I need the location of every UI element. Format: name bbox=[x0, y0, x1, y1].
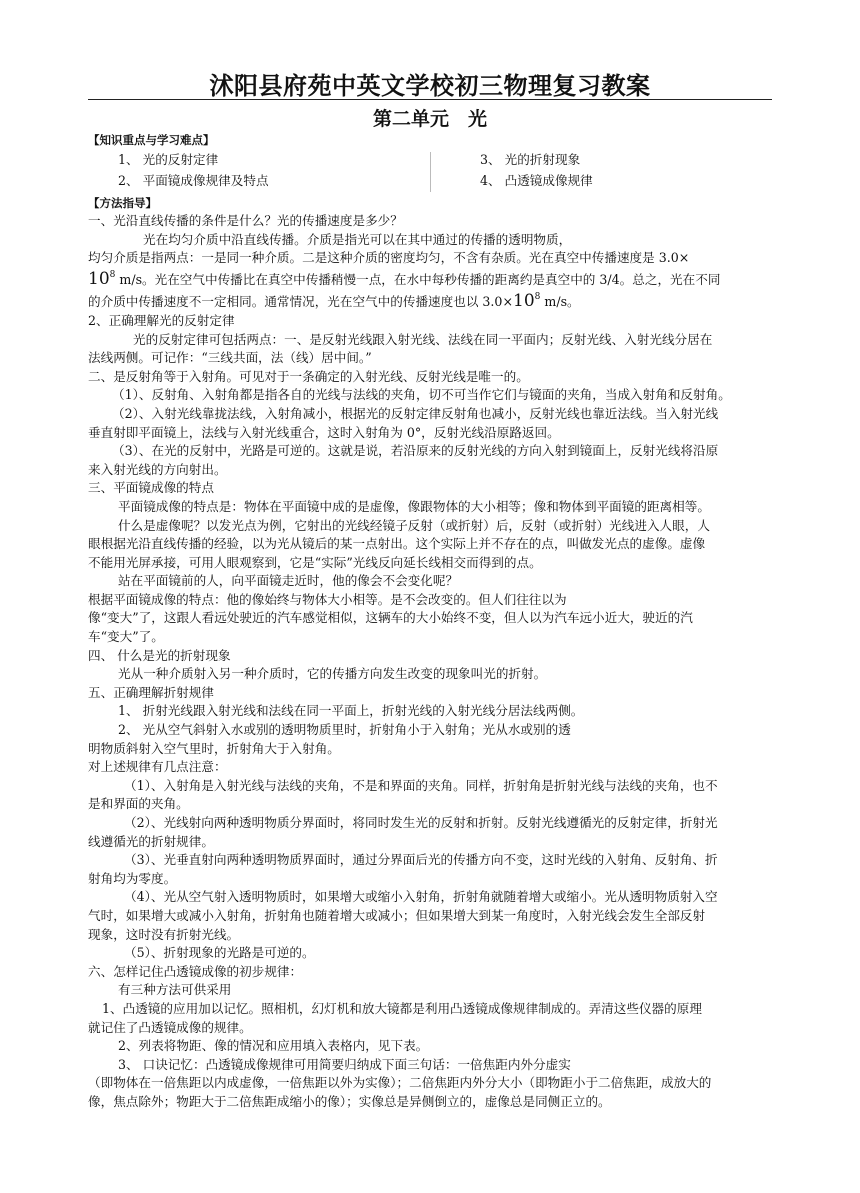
page-title: 沭阳县府苑中英文学校初三物理复习教案 bbox=[209, 72, 651, 100]
column-divider bbox=[430, 152, 431, 192]
key-point-item: 2、 平面镜成像规律及特点 bbox=[118, 172, 269, 188]
paragraph-line: 光在均匀介质中沿直线传播。介质是指光可以在其中通过的传播的透明物质， bbox=[143, 231, 572, 247]
section-question: 一、光沿直线传播的条件是什么？光的传播速度是多少？ bbox=[88, 213, 403, 229]
paragraph-line: 法线两侧。可记作：“三线共面，法（线）居中间。” bbox=[88, 350, 372, 366]
paragraph-line: （2）、光线射向两种透明物质分界面时，将同时发生光的反射和折射。反射光线遵循光的反射定律，折射光 bbox=[124, 815, 718, 830]
paragraph-line: 1、 折射光线跟入射光线和法线在同一平面上，折射光线的入射光线分居法线两侧。 bbox=[118, 703, 584, 719]
paragraph-line: 对上述规律有几点注意： bbox=[88, 759, 227, 775]
paragraph-line: 光的反射定律可包括两点：一、是反射光线跟入射光线、法线在同一平面内；反射光线、入射光线分居在 bbox=[133, 331, 713, 347]
power-exponent: 8 bbox=[534, 291, 541, 302]
paragraph-line: 就记住了凸透镜成像的规律。 bbox=[88, 1019, 252, 1035]
paragraph-text: m/s。 bbox=[540, 293, 580, 309]
paragraph-line: 站在平面镜前的人，向平面镜走近时，他的像会不会变化呢？ bbox=[118, 573, 459, 589]
paragraph-line: 有三种方法可供采用 bbox=[118, 982, 232, 998]
paragraph-line: （2）、入射光线靠拢法线，入射角减小，根据光的反射定律反射角也减小，反射光线也靠近法线。当入射光线 bbox=[112, 405, 719, 421]
paragraph-line: 眼根据光沿直线传播的经验，以为光从镜后的某一点射出。这个实际上并不存在的点，叫做发光点的虚像。虚像 bbox=[88, 536, 706, 552]
paragraph-line: （5）、折射现象的光路是可逆的。 bbox=[124, 945, 315, 961]
paragraph-line: 什么是虚像呢？以发光点为例，它射出的光线经镜子反射（或折射）后，反射（或折射）光线进入人眼，人 bbox=[118, 517, 710, 533]
paragraph-line: 像“变大”了，这跟人看远处驶近的汽车感觉相似，这辆车的大小始终不变，但人以为汽车远小近大，驶近的汽 bbox=[88, 610, 693, 626]
unit-title: 第二单元 光 bbox=[372, 108, 487, 130]
section-question: 三、平面镜成像的特点 bbox=[88, 480, 214, 496]
key-point-item: 4、 凸透镜成像规律 bbox=[480, 172, 593, 188]
paragraph-line: （4）、光从空气射入透明物质时，如果增大或缩小入射角，折射角就随着增大或缩小。光从透明物质射入空 bbox=[124, 889, 718, 905]
paragraph-line: 光从一种介质射入另一种介质时，它的传播方向发生改变的现象叫光的折射。 bbox=[118, 666, 547, 682]
paragraph-line bbox=[88, 290, 774, 312]
paragraph-line: 射角均为零度。 bbox=[88, 870, 177, 886]
power-base: 10 bbox=[88, 268, 110, 289]
paragraph-line: 1、凸透镜的应用加以记忆。照相机，幻灯机和放大镜都是利用凸透镜成像规律制成的。弄清这些仪器的原理 bbox=[102, 1000, 702, 1016]
key-points-grid bbox=[88, 150, 774, 194]
section-question: 五、正确理解折射规律 bbox=[88, 684, 214, 700]
paragraph-line: 明物质斜射入空气里时，折射角大于入射角。 bbox=[88, 740, 340, 756]
paragraph-line: （3）、光垂直射向两种透明物质界面时，通过分界面后光的传播方向不变，这时光线的入射角、反射角、折 bbox=[124, 852, 718, 868]
paragraph-text: 的介质中传播速度不一定相同。通常情况，光在空气中的传播速度也以 3.0× bbox=[88, 293, 513, 309]
key-point-item: 1、 光的反射定律 bbox=[118, 151, 219, 167]
section-question: 2、正确理解光的反射定律 bbox=[88, 312, 235, 328]
paragraph-line: （即物体在一倍焦距以内成虚像，一倍焦距以外为实像）；二倍焦距内外分大小（即物距小于二倍焦距，成放大的 bbox=[88, 1075, 712, 1091]
paragraph-line: 平面镜成像的特点是：物体在平面镜中成的是虚像，像跟物体的大小相等；像和物体到平面镜的距离相等。 bbox=[118, 498, 710, 514]
title-underline bbox=[88, 99, 772, 100]
paragraph-line: 气时，如果增大或减小入射角，折射角也随着增大或减小；但如果增大到某一角度时，入射光线会发生全部反射 bbox=[88, 907, 706, 923]
paragraph-line: 3、 口诀记忆：凸透镜成像规律可用简要归纳成下面三句话：一倍焦距内外分虚实 bbox=[118, 1056, 571, 1072]
paragraph-line: （1）、反射角、入射角都是指各自的光线与法线的夹角，切不可当作它们与镜面的夹角，当成入射角和反射角。 bbox=[112, 387, 731, 403]
paragraph-line: 不能用光屏承接，可用人眼观察到，它是“实际”光线反向延长线相交而得到的点。 bbox=[88, 554, 542, 570]
paragraph-line: 车“变大”了。 bbox=[88, 629, 164, 645]
paragraph-line bbox=[88, 268, 774, 290]
section-question: 四、 什么是光的折射现象 bbox=[88, 647, 231, 663]
key-points-heading: 【知识重点与学习难点】 bbox=[88, 133, 215, 147]
paragraph-line: 是和界面的夹角。 bbox=[88, 796, 189, 812]
power-base: 10 bbox=[513, 290, 535, 311]
paragraph-line: 二、是反射角等于入射角。可见对于一条确定的入射光线、反射光线是唯一的。 bbox=[88, 368, 529, 384]
paragraph-line: （1）、入射角是入射光线与法线的夹角，不是和界面的夹角。同样，折射角是折射光线与法线的夹角，也不 bbox=[124, 777, 718, 793]
paragraph-line: 2、 光从空气斜射入水或别的透明物质里时，折射角小于入射角；光从水或别的透 bbox=[118, 722, 571, 738]
power-exponent: 8 bbox=[109, 269, 116, 280]
paragraph-line: 均匀介质是指两点：一是同一种介质。二是这种介质的密度均匀，不含有杂质。光在真空中传播速度是 3.0× bbox=[88, 250, 690, 266]
section-question: 六、怎样记住凸透镜成像的初步规律： bbox=[88, 963, 303, 979]
paragraph-line: 垂直射即平面镜上，法线与入射光线重合，这时入射角为 0°，反射光线沿原路返回。 bbox=[88, 424, 560, 440]
paragraph-line: （3）、在光的反射中，光路是可逆的。这就是说，若沿原来的反射光线的方向入射到镜面上，反射光线将沿原 bbox=[112, 443, 719, 459]
paragraph-text: m/s。光在空气中传播比在真空中传播稍慢一点，在水中每秒传播的距离约是真空中的 3/4。总之，光在不同 bbox=[115, 271, 721, 287]
paragraph-line: 根据平面镜成像的特点：他的像始终与物体大小相等。是不会改变的。但人们往往以为 bbox=[88, 591, 567, 607]
key-point-item: 3、 光的折射现象 bbox=[480, 151, 581, 167]
paragraph-line: 现象，这时没有折射光线。 bbox=[88, 926, 240, 942]
lesson-body bbox=[88, 131, 774, 1112]
paragraph-line: 来入射光线的方向射出。 bbox=[88, 461, 227, 477]
method-heading: 【方法指导】 bbox=[88, 195, 157, 210]
paragraph-line: 2、列表将物距、像的情况和应用填入表格内，见下表。 bbox=[118, 1038, 429, 1054]
paragraph-line: 线遵循光的折射规律。 bbox=[88, 833, 214, 849]
paragraph-line: 像，焦点除外；物距大于二倍焦距成缩小的像）；实像总是异侧倒立的，虚像总是同侧正立的。 bbox=[88, 1093, 611, 1109]
